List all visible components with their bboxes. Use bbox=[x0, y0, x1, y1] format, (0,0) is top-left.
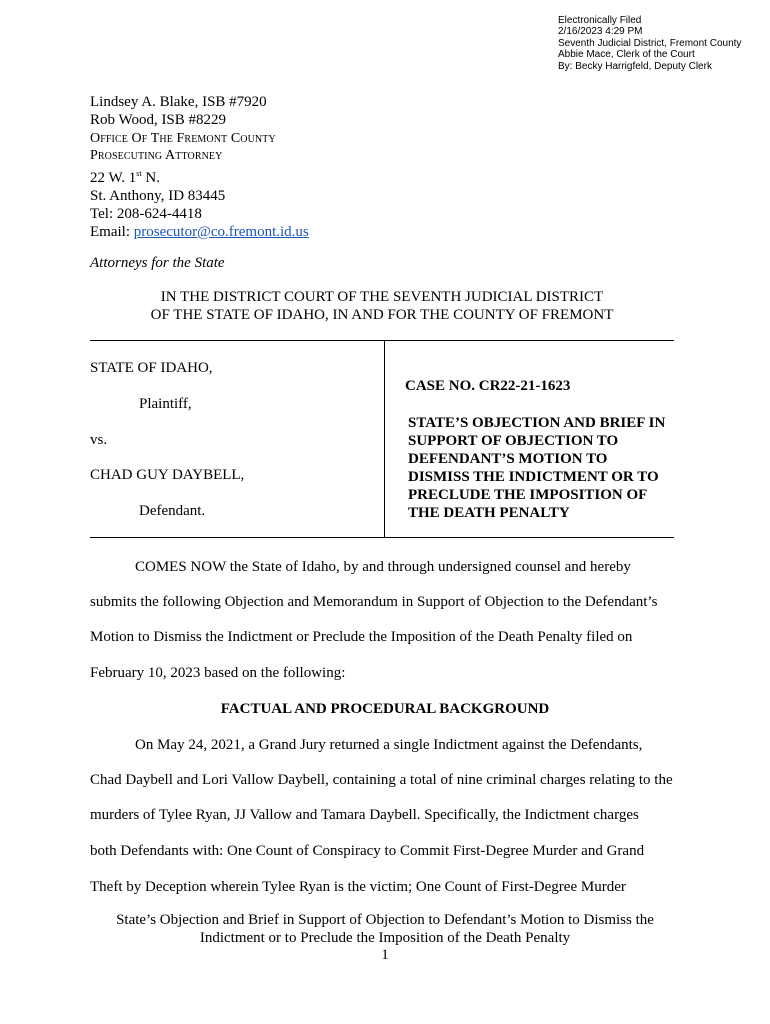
stamp-line: By: Becky Harrigfeld, Deputy Clerk bbox=[558, 60, 712, 72]
body-text-line: February 10, 2023 based on the following: bbox=[90, 665, 346, 681]
title-line: STATE’S OBJECTION AND BRIEF IN bbox=[408, 415, 666, 431]
defendant-role: Defendant. bbox=[139, 503, 206, 519]
stamp-line: Electronically Filed bbox=[558, 15, 642, 26]
page-footer bbox=[90, 911, 680, 947]
attorneys-for-label: Attorneys for the State bbox=[90, 255, 225, 271]
body-text-line: murders of Tylee Ryan, JJ Vallow and Tamara Daybell. Specifically, the Indictment charges bbox=[90, 807, 639, 823]
title-line: SUPPORT OF OBJECTION TO bbox=[408, 433, 619, 449]
email-label: Email: bbox=[90, 223, 134, 240]
street-direction: N. bbox=[141, 170, 160, 187]
stamp-line: Seventh Judicial District, Fremont County bbox=[558, 37, 742, 49]
attorney-block bbox=[90, 94, 309, 241]
city-state-zip: St. Anthony, ID 83445 bbox=[90, 187, 226, 204]
versus-label: vs. bbox=[90, 432, 108, 448]
email-line bbox=[90, 224, 309, 242]
body-text-line: Chad Daybell and Lori Vallow Daybell, containing a total of nine criminal charges relating to the bbox=[90, 772, 673, 788]
title-line: DEFENDANT’S MOTION TO bbox=[408, 451, 608, 467]
document-title bbox=[408, 414, 678, 522]
street-address bbox=[90, 165, 309, 188]
defendant-name: CHAD GUY DAYBELL, bbox=[90, 467, 245, 483]
footer-line: State’s Objection and Brief in Support of Objection to Defendant’s Motion to Dismiss the bbox=[116, 912, 654, 928]
court-heading bbox=[90, 288, 674, 324]
caption-divider bbox=[384, 340, 385, 537]
plaintiff-role: Plaintiff, bbox=[139, 396, 192, 412]
office-name: Prosecuting Attorney bbox=[90, 148, 223, 164]
street-number: 22 W. 1 bbox=[90, 170, 137, 187]
attorney-name: Lindsey A. Blake, ISB #7920 bbox=[90, 94, 267, 110]
email-link[interactable]: prosecutor@co.fremont.id.us bbox=[133, 223, 309, 240]
body-text-line: On May 24, 2021, a Grand Jury returned a single Indictment against the Defendants, bbox=[135, 737, 643, 753]
street-suffix: st bbox=[136, 169, 142, 179]
stamp-line: 2/16/2023 4:29 PM bbox=[558, 26, 643, 38]
court-heading-line: IN THE DISTRICT COURT OF THE SEVENTH JUDICIAL DISTRICT bbox=[160, 289, 604, 305]
filing-stamp bbox=[558, 15, 741, 72]
caption-top-rule bbox=[90, 340, 674, 341]
title-line: PRECLUDE THE IMPOSITION OF bbox=[408, 487, 648, 503]
court-heading-line: OF THE STATE OF IDAHO, IN AND FOR THE COUNTY OF FREMONT bbox=[150, 307, 614, 323]
caption-bottom-rule bbox=[90, 537, 674, 538]
attorney-name: Rob Wood, ISB #8229 bbox=[90, 111, 227, 128]
title-line: DISMISS THE INDICTMENT OR TO bbox=[408, 469, 659, 485]
section-heading: FACTUAL AND PROCEDURAL BACKGROUND bbox=[220, 701, 550, 717]
case-number: CASE NO. CR22-21-1623 bbox=[405, 378, 571, 394]
title-line: THE DEATH PENALTY bbox=[408, 505, 570, 521]
body-text-line: submits the following Objection and Memorandum in Support of Objection to the Defendant’s bbox=[90, 594, 658, 610]
telephone: Tel: 208-624-4418 bbox=[90, 205, 202, 222]
plaintiff-name: STATE OF IDAHO, bbox=[90, 360, 213, 376]
body-text-line: Motion to Dismiss the Indictment or Preclude the Imposition of the Death Penalty filed on bbox=[90, 629, 633, 645]
body-text-line: Theft by Deception wherein Tylee Ryan is the victim; One Count of First-Degree Murder bbox=[90, 879, 626, 895]
page-number: 1 bbox=[381, 947, 389, 963]
body-text-line: COMES NOW the State of Idaho, by and through undersigned counsel and hereby bbox=[135, 559, 631, 575]
stamp-line: Abbie Mace, Clerk of the Court bbox=[558, 49, 695, 61]
footer-line: Indictment or to Preclude the Imposition of the Death Penalty bbox=[199, 930, 571, 946]
office-name: Office Of The Fremont County bbox=[90, 130, 276, 146]
body-text-line: both Defendants with: One Count of Conspiracy to Commit First-Degree Murder and Grand bbox=[90, 843, 645, 859]
